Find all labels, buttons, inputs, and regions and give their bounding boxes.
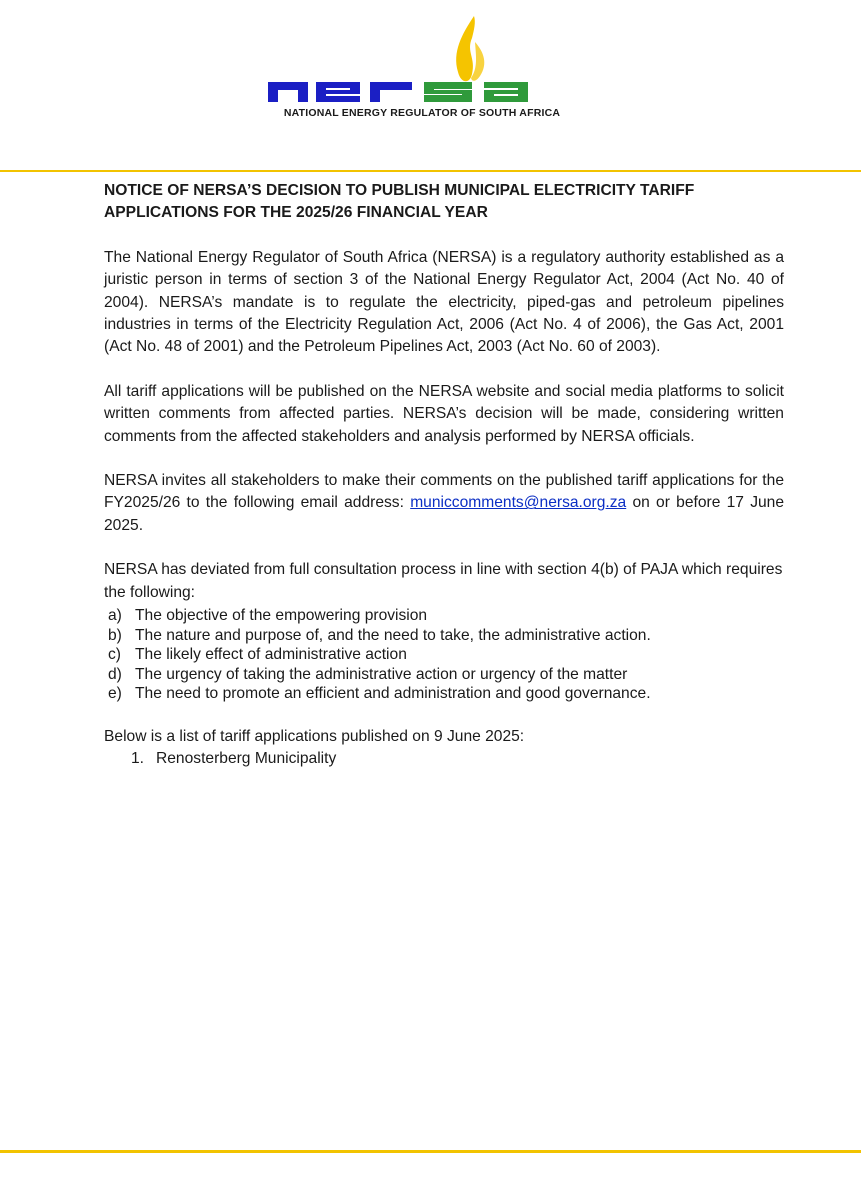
logo-tagline: NATIONAL ENERGY REGULATOR OF SOUTH AFRICA xyxy=(283,107,561,119)
list-item: a) The objective of the empowering provision xyxy=(108,607,428,625)
list-item: 1. Renosterberg Municipality xyxy=(130,750,337,768)
header-divider xyxy=(0,170,861,172)
notice-title: NOTICE OF NERSA’S DECISION TO PUBLISH MUNICIPAL ELECTRICITY TARIFF APPLICATIONS FOR THE 2025/26 FINANCIAL YEAR xyxy=(104,182,695,222)
comments-deadline: on or before 17 June 2025. xyxy=(104,494,785,534)
publication-paragraph: All tariff applications will be published on the NERSA website and social media platforms to solicit written comments from affected parties. NERSA’s decision will be made, considering written comments from the affected stakeholders and analysis performed by NERSA officials. xyxy=(104,382,784,445)
paja-requirements-list xyxy=(104,606,784,704)
comments-text: NERSA invites all stakeholders to make their comments on the published tariff applications for the FY2025/26 to the following email address: xyxy=(104,472,784,512)
list-item: e) The need to promote an efficient and administration and good governance. xyxy=(108,685,651,703)
nersa-logo-mark xyxy=(262,12,592,112)
footer-divider xyxy=(0,1150,861,1153)
applications-intro: Below is a list of tariff applications published on 9 June 2025: xyxy=(104,728,525,746)
notice-body xyxy=(104,180,784,770)
list-item: d) The urgency of taking the administrative action or urgency of the matter xyxy=(108,665,628,683)
comments-email-link[interactable]: municcomments@nersa.org.za xyxy=(410,494,627,512)
paja-paragraph: NERSA has deviated from full consultation process in line with section 4(b) of PAJA which requires the following: xyxy=(104,561,783,601)
applications-list xyxy=(104,748,784,770)
comments-paragraph xyxy=(104,470,784,537)
list-item: c) The likely effect of administrative action xyxy=(108,646,407,664)
intro-paragraph: The National Energy Regulator of South Africa (NERSA) is a regulatory authority established as a juristic person in terms of section 3 of the National Energy Regulator Act, 2004 (Act No. 40 of 2004). NERSA’s mandate is to regulate the electricity, piped-gas and petroleum pipelines industries in terms of the Electricity Regulation Act, 2006 (Act No. 4 of 2006), the Gas Act, 2001 (Act No. 48 of 2001) and the Petroleum Pipelines Act, 2003 (Act No. 60 of 2003). xyxy=(104,248,784,356)
list-item: b) The nature and purpose of, and the need to take, the administrative action. xyxy=(108,626,651,644)
